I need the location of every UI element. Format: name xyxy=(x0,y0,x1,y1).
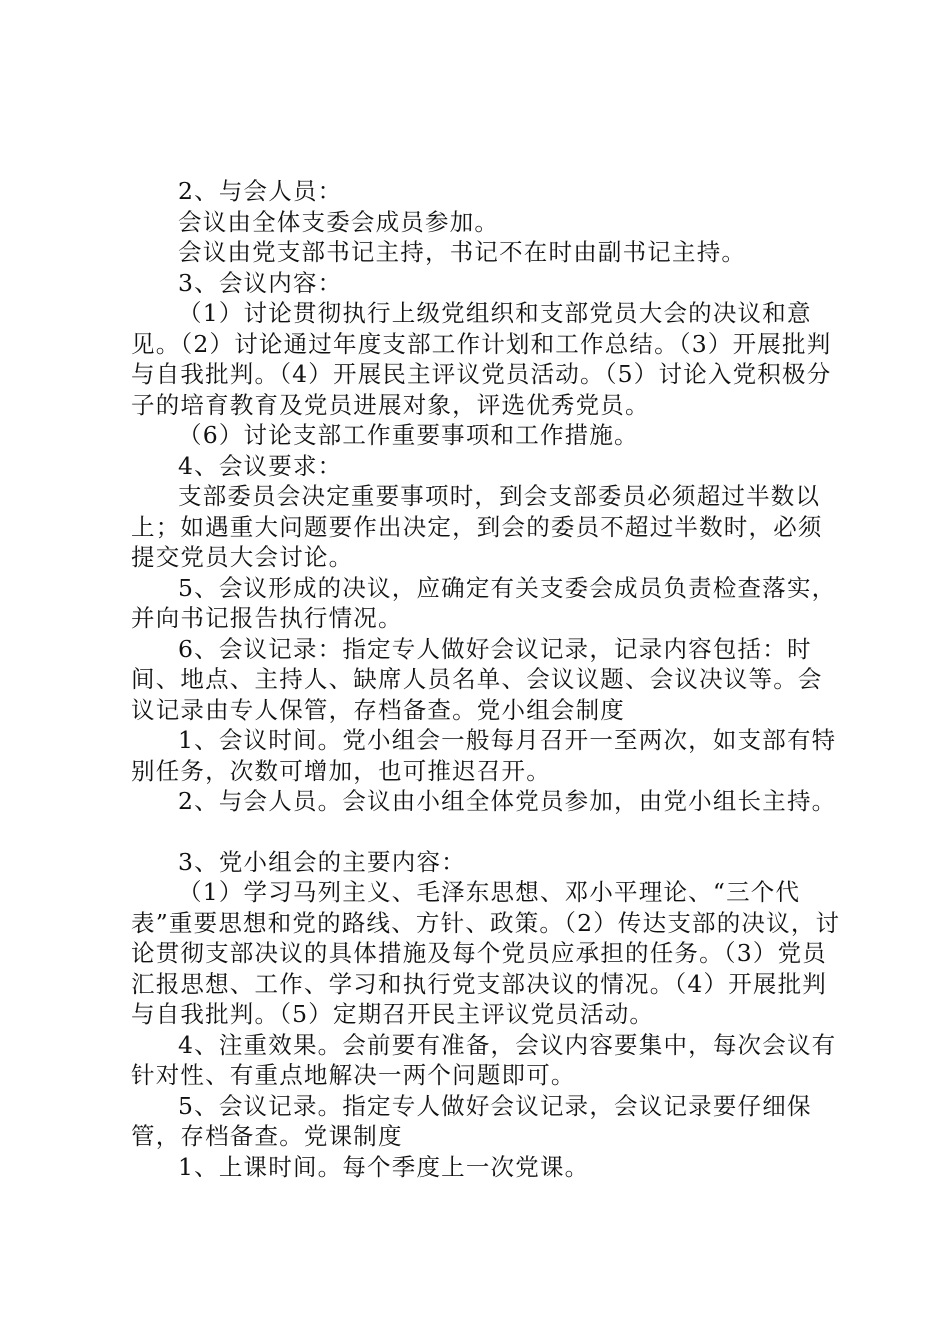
paragraph-group-content-items: （1）学习马列主义、毛泽东思想、邓小平理论、“三个代表”重要思想和党的路线、方针、政策。（2）传达支部的决议，讨论贯彻支部决议的具体措施及每个党员应承担的任务。（3）党员汇报思想、工作、学习和执行党支部决议的情况。（4）开展批判与自我批判。（5）定期召开民主评议党员活动。 xyxy=(131,878,841,1028)
paragraph-content-heading: 3、会议内容： xyxy=(178,268,343,297)
paragraph-requirements-heading: 4、会议要求： xyxy=(178,451,343,480)
paragraph-attendees-heading: 2、与会人员： xyxy=(178,177,343,205)
paragraph-content-items: （1）讨论贯彻执行上级党组织和支部党员大会的决议和意见。（2）讨论通过年度支部工作计划和工作总结。（3）开展批判与自我批判。（4）开展民主评议党员活动。（5）讨论入党积极分子的培育教育及党员进展对象，评选优秀党员。 xyxy=(131,299,832,419)
document-body xyxy=(131,176,847,1182)
paragraph-spacer xyxy=(131,817,847,847)
paragraph-class-time: 1、上课时间。每个季度上一次党课。 xyxy=(178,1152,590,1181)
paragraph-group-records: 5、会议记录。指定专人做好会议记录，会议记录要仔细保管，存档备查。党课制度 xyxy=(131,1091,812,1150)
paragraph-content-item-6: （6）讨论支部工作重要事项和工作措施。 xyxy=(178,421,639,449)
paragraph-group-attendees: 2、与会人员。会议由小组全体党员参加，由党小组长主持。 xyxy=(178,787,837,815)
paragraph-attendees-chair: 会议由党支部书记主持，书记不在时由副书记主持。 xyxy=(178,238,747,266)
paragraph-resolutions: 5、会议形成的决议，应确定有关支委会成员负责检查落实，并向书记报告执行情况。 xyxy=(131,573,837,632)
paragraph-meeting-records: 6、会议记录：指定专人做好会议记录，记录内容包括：时间、地点、主持人、缺席人员名单、会议议题、会议决议等。会议记录由专人保管，存档备查。党小组会制度 xyxy=(131,634,823,724)
paragraph-effectiveness: 4、注重效果。会前要有准备，会议内容要集中，每次会议有针对性、有重点地解决一两个问题即可。 xyxy=(131,1030,837,1089)
paragraph-group-content-heading: 3、党小组会的主要内容： xyxy=(178,847,466,876)
paragraph-attendees-members: 会议由全体支委会成员参加。 xyxy=(178,207,500,236)
paragraph-group-meeting-time: 1、会议时间。党小组会一般每月召开一至两次，如支部有特别任务，次数可增加，也可推迟召开。 xyxy=(131,726,837,785)
paragraph-requirements-body: 支部委员会决定重要事项时，到会支部委员必须超过半数以上；如遇重大问题要作出决定，到会的委员不超过半数时，必须提交党员大会讨论。 xyxy=(131,482,823,571)
